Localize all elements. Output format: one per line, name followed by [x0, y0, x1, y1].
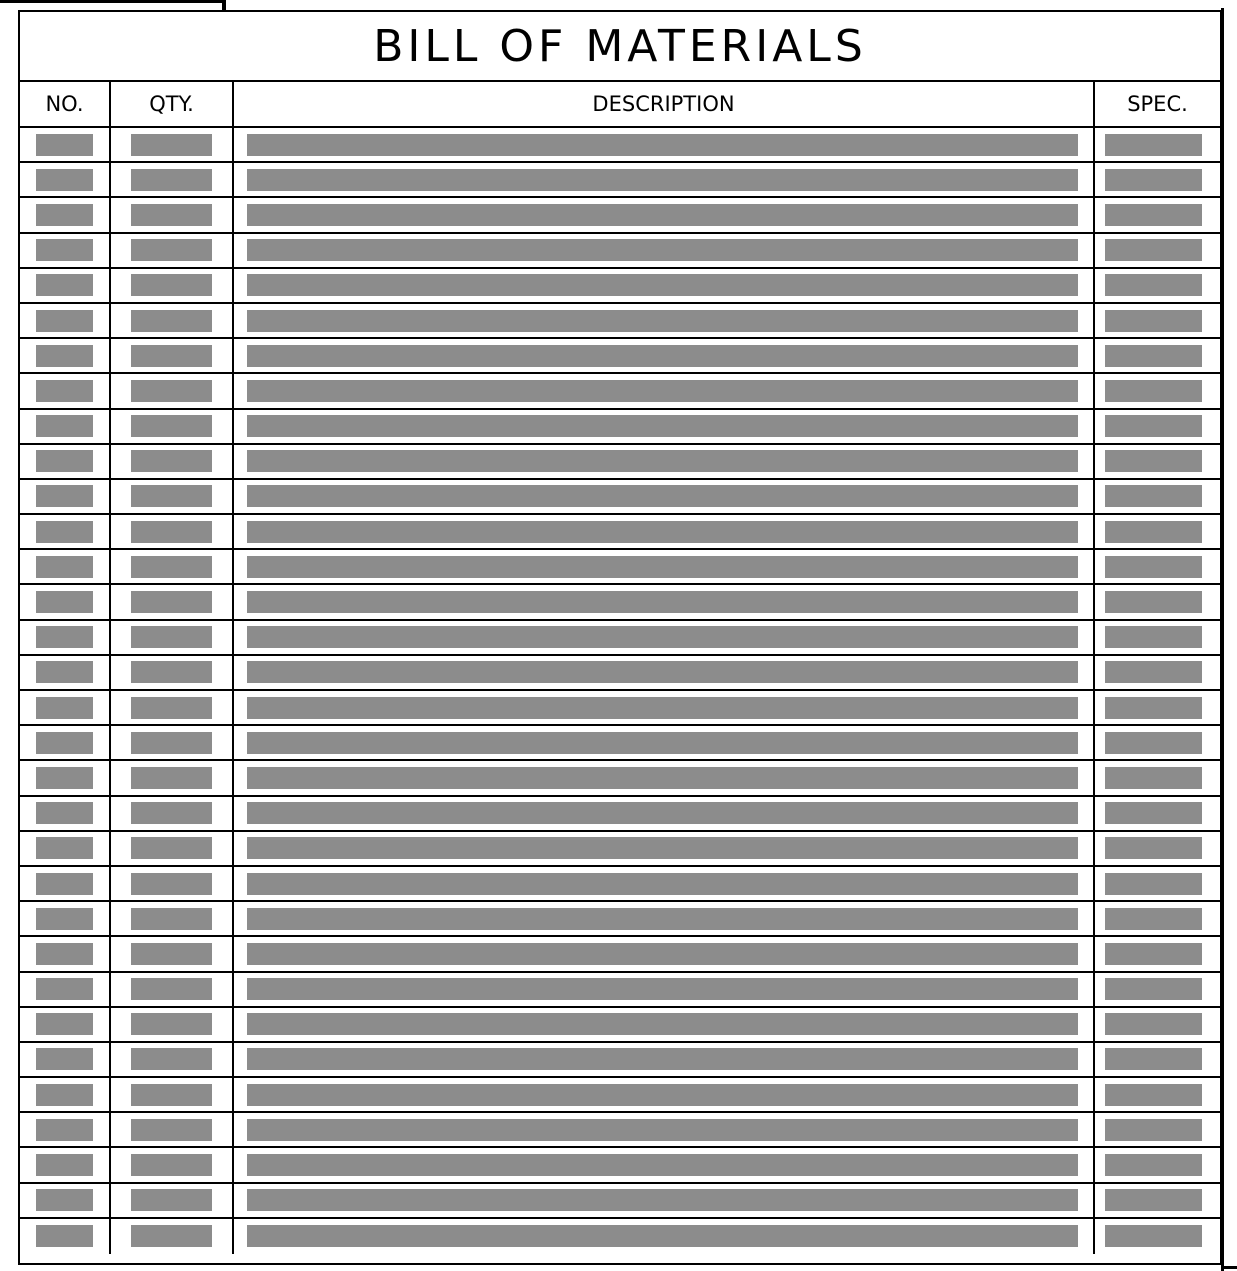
cell-spec	[1095, 726, 1220, 759]
cell-no	[20, 1184, 111, 1217]
table-row	[20, 656, 1220, 691]
redacted-bar	[1105, 1189, 1202, 1211]
redacted-bar	[131, 732, 212, 754]
redacted-bar	[1105, 345, 1202, 367]
cell-spec	[1095, 832, 1220, 865]
table-row	[20, 902, 1220, 937]
redacted-bar	[36, 415, 93, 437]
cell-no	[20, 410, 111, 443]
table-row	[20, 269, 1220, 304]
cell-desc	[234, 867, 1095, 900]
redacted-bar	[36, 380, 93, 402]
bill-of-materials-table	[18, 10, 1222, 1265]
cell-no	[20, 550, 111, 583]
column-header-no: NO.	[20, 82, 111, 128]
cell-spec	[1095, 550, 1220, 583]
cell-qty	[111, 339, 234, 372]
redacted-bar	[247, 380, 1078, 402]
redacted-bar	[36, 732, 93, 754]
cell-desc	[234, 234, 1095, 267]
redacted-bar	[36, 1154, 93, 1176]
cell-spec	[1095, 937, 1220, 970]
cell-desc	[234, 902, 1095, 935]
cell-no	[20, 1219, 111, 1254]
redacted-bar	[36, 1084, 93, 1106]
redacted-bar	[247, 485, 1078, 507]
cell-desc	[234, 1184, 1095, 1217]
redacted-bar	[247, 521, 1078, 543]
cell-desc	[234, 339, 1095, 372]
redacted-bar	[247, 908, 1078, 930]
redacted-bar	[36, 1048, 93, 1070]
cell-qty	[111, 797, 234, 830]
table-row	[20, 163, 1220, 198]
cell-spec	[1095, 691, 1220, 724]
redacted-bar	[247, 767, 1078, 789]
cell-desc	[234, 973, 1095, 1006]
redacted-bar	[247, 943, 1078, 965]
cell-qty	[111, 550, 234, 583]
cell-desc	[234, 585, 1095, 618]
cell-spec	[1095, 445, 1220, 478]
cell-desc	[234, 374, 1095, 407]
redacted-bar	[131, 873, 212, 895]
cell-no	[20, 339, 111, 372]
cell-desc	[234, 937, 1095, 970]
sheet-border-top	[0, 0, 226, 3]
cell-desc	[234, 656, 1095, 689]
redacted-bar	[131, 1048, 212, 1070]
redacted-bar	[131, 380, 212, 402]
table-row	[20, 761, 1220, 796]
table-row	[20, 304, 1220, 339]
cell-no	[20, 304, 111, 337]
redacted-bar	[1105, 767, 1202, 789]
cell-no	[20, 726, 111, 759]
redacted-bar	[1105, 380, 1202, 402]
table-row	[20, 339, 1220, 374]
redacted-bar	[247, 1189, 1078, 1211]
table-row	[20, 691, 1220, 726]
cell-desc	[234, 1043, 1095, 1076]
table-row	[20, 726, 1220, 761]
cell-spec	[1095, 304, 1220, 337]
cell-desc	[234, 163, 1095, 196]
sheet-border-bottom	[1221, 1266, 1237, 1269]
cell-desc	[234, 128, 1095, 161]
cell-qty	[111, 585, 234, 618]
redacted-bar	[1105, 626, 1202, 648]
redacted-bar	[1105, 204, 1202, 226]
redacted-bar	[1105, 1048, 1202, 1070]
redacted-bar	[247, 310, 1078, 332]
cell-qty	[111, 1148, 234, 1181]
table-row	[20, 1078, 1220, 1113]
redacted-bar	[1105, 239, 1202, 261]
cell-no	[20, 937, 111, 970]
cell-no	[20, 269, 111, 302]
table-row	[20, 374, 1220, 409]
redacted-bar	[36, 169, 93, 191]
cell-qty	[111, 726, 234, 759]
redacted-bar	[1105, 521, 1202, 543]
redacted-bar	[247, 204, 1078, 226]
cell-desc	[234, 797, 1095, 830]
redacted-bar	[131, 802, 212, 824]
cell-qty	[111, 973, 234, 1006]
redacted-bar	[36, 837, 93, 859]
redacted-bar	[36, 450, 93, 472]
cell-desc	[234, 515, 1095, 548]
redacted-bar	[131, 169, 212, 191]
redacted-bar	[36, 626, 93, 648]
cell-desc	[234, 1219, 1095, 1254]
redacted-bar	[247, 978, 1078, 1000]
redacted-bar	[247, 134, 1078, 156]
cell-no	[20, 445, 111, 478]
cell-spec	[1095, 198, 1220, 231]
redacted-bar	[131, 943, 212, 965]
redacted-bar	[36, 1225, 93, 1247]
redacted-bar	[131, 415, 212, 437]
cell-desc	[234, 1078, 1095, 1111]
redacted-bar	[131, 556, 212, 578]
cell-spec	[1095, 1184, 1220, 1217]
redacted-bar	[1105, 415, 1202, 437]
cell-spec	[1095, 1148, 1220, 1181]
cell-qty	[111, 1008, 234, 1041]
cell-spec	[1095, 656, 1220, 689]
cell-qty	[111, 656, 234, 689]
redacted-bar	[1105, 1013, 1202, 1035]
cell-desc	[234, 691, 1095, 724]
cell-desc	[234, 621, 1095, 654]
redacted-bar	[131, 239, 212, 261]
cell-spec	[1095, 1078, 1220, 1111]
cell-spec	[1095, 585, 1220, 618]
redacted-bar	[36, 661, 93, 683]
redacted-bar	[36, 802, 93, 824]
redacted-bar	[247, 697, 1078, 719]
cell-desc	[234, 1113, 1095, 1146]
table-row	[20, 973, 1220, 1008]
redacted-bar	[131, 274, 212, 296]
redacted-bar	[131, 521, 212, 543]
cell-no	[20, 1008, 111, 1041]
redacted-bar	[247, 1225, 1078, 1247]
cell-qty	[111, 128, 234, 161]
cell-no	[20, 832, 111, 865]
table-row	[20, 128, 1220, 163]
cell-no	[20, 621, 111, 654]
redacted-bar	[247, 1119, 1078, 1141]
table-row	[20, 1008, 1220, 1043]
table-row	[20, 1113, 1220, 1148]
cell-no	[20, 1078, 111, 1111]
redacted-bar	[131, 1084, 212, 1106]
redacted-bar	[131, 1013, 212, 1035]
redacted-bar	[247, 873, 1078, 895]
cell-desc	[234, 198, 1095, 231]
column-header-description: DESCRIPTION	[234, 82, 1095, 128]
redacted-bar	[131, 1154, 212, 1176]
redacted-bar	[131, 204, 212, 226]
redacted-bar	[247, 274, 1078, 296]
cell-qty	[111, 410, 234, 443]
cell-qty	[111, 937, 234, 970]
table-row	[20, 445, 1220, 480]
cell-qty	[111, 867, 234, 900]
redacted-bar	[247, 1048, 1078, 1070]
redacted-bar	[36, 943, 93, 965]
cell-desc	[234, 480, 1095, 513]
cell-spec	[1095, 515, 1220, 548]
redacted-bar	[1105, 732, 1202, 754]
cell-qty	[111, 515, 234, 548]
redacted-bar	[131, 1225, 212, 1247]
redacted-bar	[36, 556, 93, 578]
redacted-bar	[36, 1189, 93, 1211]
redacted-bar	[247, 1084, 1078, 1106]
cell-desc	[234, 726, 1095, 759]
cell-spec	[1095, 1219, 1220, 1254]
redacted-bar	[36, 978, 93, 1000]
redacted-bar	[131, 837, 212, 859]
cell-no	[20, 656, 111, 689]
redacted-bar	[247, 802, 1078, 824]
table-row	[20, 480, 1220, 515]
redacted-bar	[131, 697, 212, 719]
redacted-bar	[36, 697, 93, 719]
cell-spec	[1095, 374, 1220, 407]
cell-spec	[1095, 163, 1220, 196]
cell-qty	[111, 234, 234, 267]
cell-qty	[111, 1219, 234, 1254]
cell-desc	[234, 1008, 1095, 1041]
redacted-bar	[131, 626, 212, 648]
redacted-bar	[131, 134, 212, 156]
cell-spec	[1095, 339, 1220, 372]
redacted-bar	[131, 1119, 212, 1141]
cell-qty	[111, 304, 234, 337]
table-row	[20, 515, 1220, 550]
cell-no	[20, 163, 111, 196]
redacted-bar	[36, 239, 93, 261]
redacted-bar	[1105, 943, 1202, 965]
column-header-spec: SPEC.	[1095, 82, 1220, 128]
redacted-bar	[247, 837, 1078, 859]
cell-spec	[1095, 1043, 1220, 1076]
redacted-bar	[247, 239, 1078, 261]
redacted-bar	[1105, 802, 1202, 824]
cell-no	[20, 1148, 111, 1181]
redacted-bar	[1105, 134, 1202, 156]
redacted-bar	[247, 626, 1078, 648]
redacted-bar	[247, 169, 1078, 191]
cell-qty	[111, 374, 234, 407]
redacted-bar	[247, 345, 1078, 367]
redacted-bar	[1105, 1154, 1202, 1176]
redacted-bar	[1105, 661, 1202, 683]
redacted-bar	[1105, 450, 1202, 472]
cell-spec	[1095, 1113, 1220, 1146]
redacted-bar	[131, 485, 212, 507]
cell-no	[20, 1113, 111, 1146]
cell-desc	[234, 445, 1095, 478]
redacted-bar	[1105, 556, 1202, 578]
cell-no	[20, 515, 111, 548]
redacted-bar	[36, 873, 93, 895]
redacted-bar	[36, 591, 93, 613]
table-row	[20, 1219, 1220, 1254]
cell-desc	[234, 269, 1095, 302]
cell-desc	[234, 304, 1095, 337]
redacted-bar	[1105, 591, 1202, 613]
cell-spec	[1095, 761, 1220, 794]
redacted-bar	[131, 767, 212, 789]
cell-spec	[1095, 621, 1220, 654]
cell-no	[20, 374, 111, 407]
table-row	[20, 1043, 1220, 1078]
cell-desc	[234, 410, 1095, 443]
table-row	[20, 410, 1220, 445]
cell-qty	[111, 269, 234, 302]
table-row	[20, 621, 1220, 656]
redacted-bar	[1105, 908, 1202, 930]
cell-qty	[111, 1078, 234, 1111]
table-row	[20, 1148, 1220, 1183]
redacted-bar	[131, 978, 212, 1000]
redacted-bar	[247, 1154, 1078, 1176]
header-row	[20, 82, 1220, 128]
cell-desc	[234, 550, 1095, 583]
cell-qty	[111, 1043, 234, 1076]
redacted-bar	[1105, 873, 1202, 895]
redacted-bar	[1105, 978, 1202, 1000]
redacted-bar	[247, 732, 1078, 754]
redacted-bar	[36, 310, 93, 332]
cell-no	[20, 128, 111, 161]
cell-no	[20, 234, 111, 267]
cell-spec	[1095, 410, 1220, 443]
cell-spec	[1095, 973, 1220, 1006]
redacted-bar	[1105, 310, 1202, 332]
redacted-bar	[131, 450, 212, 472]
cell-spec	[1095, 902, 1220, 935]
cell-desc	[234, 1148, 1095, 1181]
redacted-bar	[36, 908, 93, 930]
cell-no	[20, 198, 111, 231]
redacted-bar	[247, 556, 1078, 578]
redacted-bar	[131, 1189, 212, 1211]
redacted-bar	[131, 591, 212, 613]
cell-desc	[234, 832, 1095, 865]
redacted-bar	[36, 274, 93, 296]
cell-qty	[111, 761, 234, 794]
redacted-bar	[247, 450, 1078, 472]
redacted-bar	[36, 1119, 93, 1141]
cell-qty	[111, 621, 234, 654]
table-row	[20, 797, 1220, 832]
table-row	[20, 832, 1220, 867]
cell-qty	[111, 902, 234, 935]
table-row	[20, 937, 1220, 972]
column-header-qty: QTY.	[111, 82, 234, 128]
redacted-bar	[1105, 274, 1202, 296]
cell-no	[20, 1043, 111, 1076]
redacted-bar	[247, 1013, 1078, 1035]
redacted-bar	[1105, 1084, 1202, 1106]
redacted-bar	[131, 661, 212, 683]
cell-qty	[111, 198, 234, 231]
table-title: BILL OF MATERIALS	[20, 12, 1220, 82]
redacted-bar	[1105, 697, 1202, 719]
cell-spec	[1095, 234, 1220, 267]
cell-qty	[111, 1184, 234, 1217]
cell-qty	[111, 832, 234, 865]
cell-qty	[111, 691, 234, 724]
redacted-bar	[247, 591, 1078, 613]
table-row	[20, 198, 1220, 233]
table-row	[20, 585, 1220, 620]
redacted-bar	[247, 661, 1078, 683]
cell-qty	[111, 1113, 234, 1146]
redacted-bar	[36, 204, 93, 226]
cell-no	[20, 973, 111, 1006]
cell-spec	[1095, 269, 1220, 302]
redacted-bar	[1105, 169, 1202, 191]
cell-no	[20, 797, 111, 830]
redacted-bar	[1105, 1119, 1202, 1141]
redacted-bar	[1105, 1225, 1202, 1247]
cell-qty	[111, 480, 234, 513]
cell-no	[20, 902, 111, 935]
redacted-bar	[1105, 485, 1202, 507]
redacted-bar	[131, 310, 212, 332]
cell-spec	[1095, 797, 1220, 830]
cell-qty	[111, 445, 234, 478]
redacted-bar	[1105, 837, 1202, 859]
redacted-bar	[36, 485, 93, 507]
cell-desc	[234, 761, 1095, 794]
cell-no	[20, 585, 111, 618]
redacted-bar	[36, 521, 93, 543]
redacted-bar	[36, 1013, 93, 1035]
cell-no	[20, 480, 111, 513]
cell-spec	[1095, 867, 1220, 900]
table-row	[20, 234, 1220, 269]
redacted-bar	[36, 345, 93, 367]
table-row	[20, 1184, 1220, 1219]
redacted-bar	[131, 908, 212, 930]
table-row	[20, 550, 1220, 585]
cell-spec	[1095, 1008, 1220, 1041]
cell-no	[20, 761, 111, 794]
cell-no	[20, 691, 111, 724]
cell-no	[20, 867, 111, 900]
redacted-bar	[247, 415, 1078, 437]
redacted-bar	[36, 134, 93, 156]
redacted-bar	[36, 767, 93, 789]
redacted-bar	[131, 345, 212, 367]
cell-spec	[1095, 128, 1220, 161]
cell-qty	[111, 163, 234, 196]
table-body	[20, 128, 1220, 1254]
sheet-border-tick	[222, 0, 226, 10]
cell-spec	[1095, 480, 1220, 513]
table-row	[20, 867, 1220, 902]
